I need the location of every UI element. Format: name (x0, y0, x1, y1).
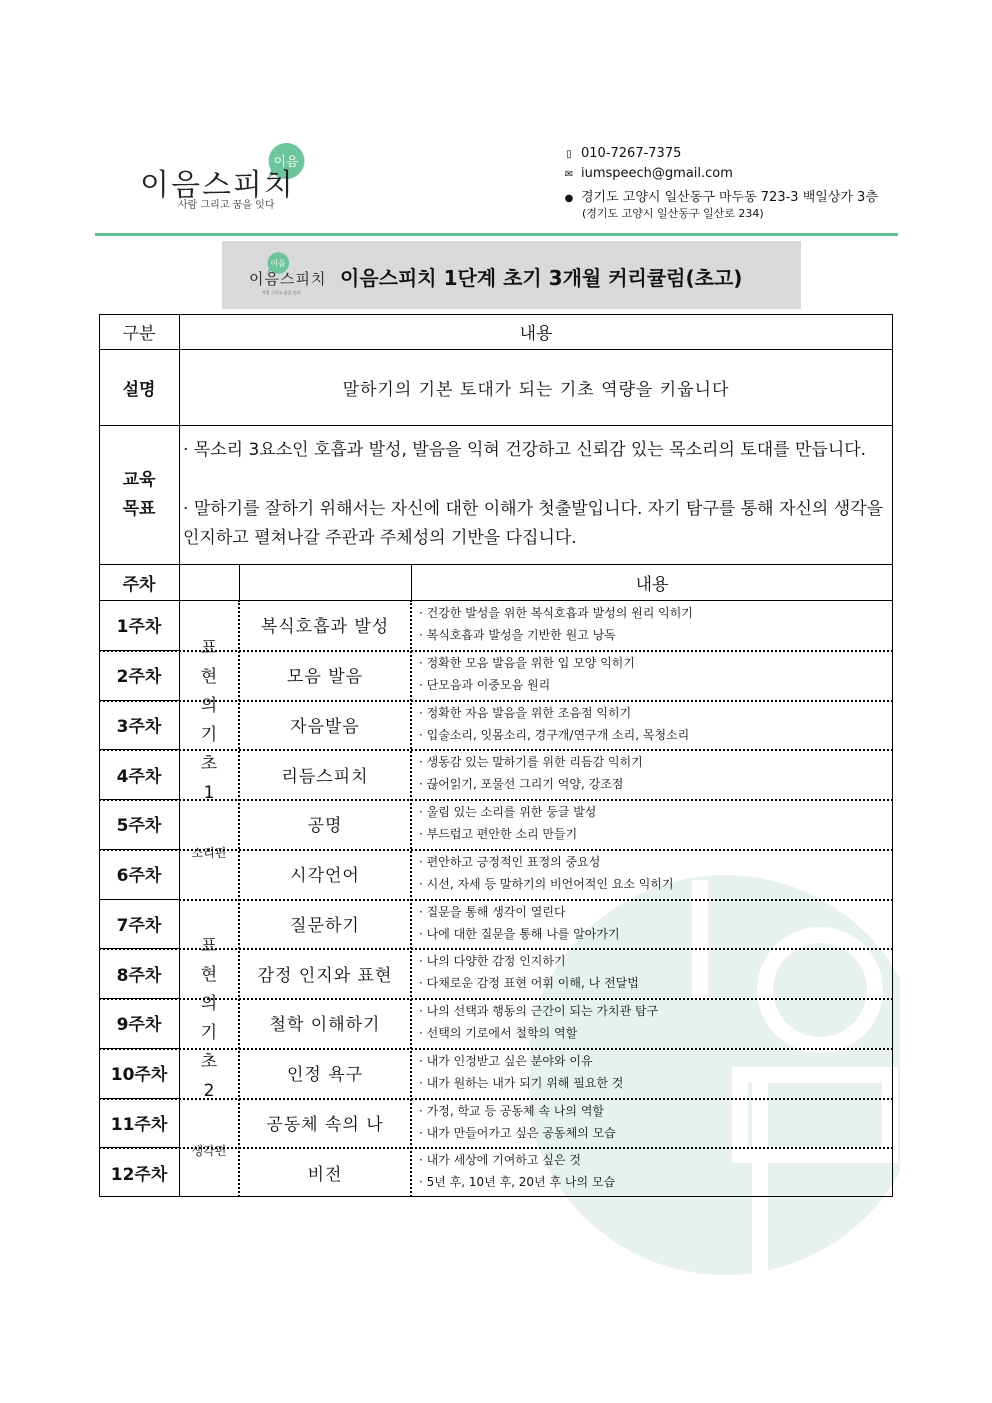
svg-text:이음: 이음 (270, 259, 286, 268)
week-detail-1: · 질문을 통해 생각이 열린다 (419, 904, 566, 919)
week-number: 10주차 (110, 1065, 168, 1086)
contact-address-sub: (경기도 고양시 일산동구 일산로 234) (582, 207, 764, 220)
week-number: 12주차 (110, 1164, 168, 1185)
week-detail-1: · 나의 선택과 행동의 근간이 되는 가치관 탐구 (419, 1004, 659, 1018)
week-detail-1: · 편안하고 긍정적인 표정의 중요성 (419, 854, 601, 869)
week-detail-1: · 생동감 있는 말하기를 위한 리듬감 익히기 (419, 755, 643, 770)
svg-text:이음: 이음 (273, 155, 299, 170)
week-number: 3주차 (116, 716, 162, 737)
week-topic: 공동체 속의 나 (266, 1114, 384, 1135)
week-number: 9주차 (116, 1015, 162, 1036)
week-topic: 복식호흡과 발성 (260, 617, 390, 638)
contact-email: ✉ iumspeech@gmail.com (564, 166, 733, 181)
week-detail-2: · 입술소리, 잇몸소리, 경구개/연구개 소리, 목청소리 (419, 727, 690, 742)
row-divider (99, 600, 893, 601)
week-topic: 인정 욕구 (286, 1065, 364, 1086)
week-detail-1: · 내가 세상에 기여하고 싶은 것 (419, 1153, 581, 1168)
week-detail-2: · 다채로운 감정 표현 어휘 이해, 나 전달법 (419, 976, 639, 991)
row-divider (99, 425, 893, 426)
week-topic: 철학 이해하기 (269, 1015, 381, 1036)
week-topic: 질문하기 (290, 915, 360, 936)
week-detail-2: · 5년 후, 10년 후, 20년 후 나의 모습 (419, 1175, 616, 1190)
header-week: 주차 (122, 574, 156, 595)
group-label-2: 표 현 의 기 초 2 (200, 936, 218, 1101)
week-topic: 감정 인지와 표현 (257, 965, 393, 986)
group-sub-2: 생각편 (191, 1144, 227, 1158)
title-logo-tagline: 사람 그리고 꿈을 잇다 (262, 290, 301, 295)
week-detail-1: · 건강한 발성을 위한 복식호흡과 발성의 원리 익히기 (419, 606, 693, 620)
group-sub-1: 소리편 (191, 846, 227, 860)
title-logo-wordmark: 이음스피치 (249, 270, 327, 288)
curriculum-table (99, 314, 893, 1197)
header-divider (95, 233, 898, 236)
week-detail-2: · 부드럽고 편안한 소리 만들기 (419, 827, 578, 841)
week-detail-2: · 단모음과 이중모음 원리 (419, 677, 551, 692)
week-detail-2: · 내가 원하는 내가 되기 위해 필요한 것 (419, 1075, 624, 1090)
week-detail-2: · 복식호흡과 발성을 기반한 원고 낭독 (419, 628, 616, 642)
week-number: 4주차 (116, 766, 162, 787)
page-title: 이음스피치 1단계 초기 3개월 커리큘럼(초고) (340, 266, 743, 290)
goal-label: 교육 목표 (122, 469, 156, 519)
desc-label: 설명 (122, 379, 156, 400)
group-label-1: 표 현 의 기 초 1 (200, 638, 218, 803)
week-detail-1: · 가정, 학교 등 공동체 속 나의 역할 (419, 1103, 605, 1118)
contact-phone: ▯ 010-7267-7375 (563, 146, 681, 161)
week-topic: 비전 (307, 1164, 343, 1185)
goal-text-2: · 말하기를 잘하기 위해서는 자신에 대한 이해가 첫출발입니다. 자기 탐구를 통해 자신의 생각을 인지하고 펼쳐나갈 주관과 주체성의 기반을 다집니다. (183, 499, 883, 548)
week-number: 11주차 (110, 1114, 168, 1135)
header-week-content: 내용 (635, 574, 669, 595)
week-detail-1: · 정확한 모음 발음을 위한 입 모양 익히기 (419, 655, 635, 670)
week-detail-2: · 선택의 기로에서 철학의 역할 (419, 1026, 578, 1040)
logo-tagline: 사람 그리고 꿈을 잇다 (178, 200, 275, 211)
header-content: 내용 (519, 324, 553, 344)
col-divider (239, 564, 240, 600)
header-category: 구분 (122, 324, 156, 344)
week-number: 2주차 (116, 667, 162, 688)
logo-wordmark: 이음스피치 (140, 168, 295, 203)
week-topic: 공명 (307, 816, 343, 837)
week-topic: 리듬스피치 (281, 766, 369, 787)
desc-text: 말하기의 기본 토대가 되는 기초 역량을 키웁니다 (342, 379, 730, 400)
week-detail-1: · 내가 인정받고 싶은 분야와 이유 (419, 1053, 593, 1068)
week-number: 6주차 (116, 866, 162, 887)
week-topic: 자음발음 (290, 716, 360, 737)
week-detail-2: · 시선, 자세 등 말하기의 비언어적인 요소 익히기 (419, 876, 674, 891)
week-number: 7주차 (116, 915, 162, 936)
goal-text-1: · 목소리 3요소인 호흡과 발성, 발음을 익혀 건강하고 신뢰감 있는 목소리의 토대를 만듭니다. (183, 440, 867, 460)
week-detail-2: · 나에 대한 질문을 통해 나를 알아가기 (419, 926, 620, 941)
col-divider (411, 564, 412, 600)
week-number: 1주차 (116, 617, 162, 638)
week-detail-1: · 나의 다양한 감정 인지하기 (419, 954, 566, 969)
week-topic: 시각언어 (290, 866, 360, 887)
week-number: 5주차 (116, 816, 162, 837)
week-detail-1: · 울림 있는 소리를 위한 둥글 발성 (419, 805, 597, 819)
week-detail-2: · 내가 만들어가고 싶은 공동체의 모습 (419, 1125, 616, 1140)
week-topic: 모음 발음 (286, 667, 364, 688)
phone-icon: ▯ (566, 149, 572, 160)
contact-address: ● 경기도 고양시 일산동구 마두동 723-3 백일상가 3층 (564, 190, 878, 205)
week-detail-2: · 끊어읽기, 포물선 그리기 억양, 강조점 (419, 777, 624, 792)
mail-icon: ✉ (564, 169, 574, 180)
location-pin-icon: ● (564, 193, 574, 204)
week-detail-1: · 정확한 자음 발음을 위한 조음점 익히기 (419, 705, 632, 720)
week-number: 8주차 (116, 965, 162, 986)
